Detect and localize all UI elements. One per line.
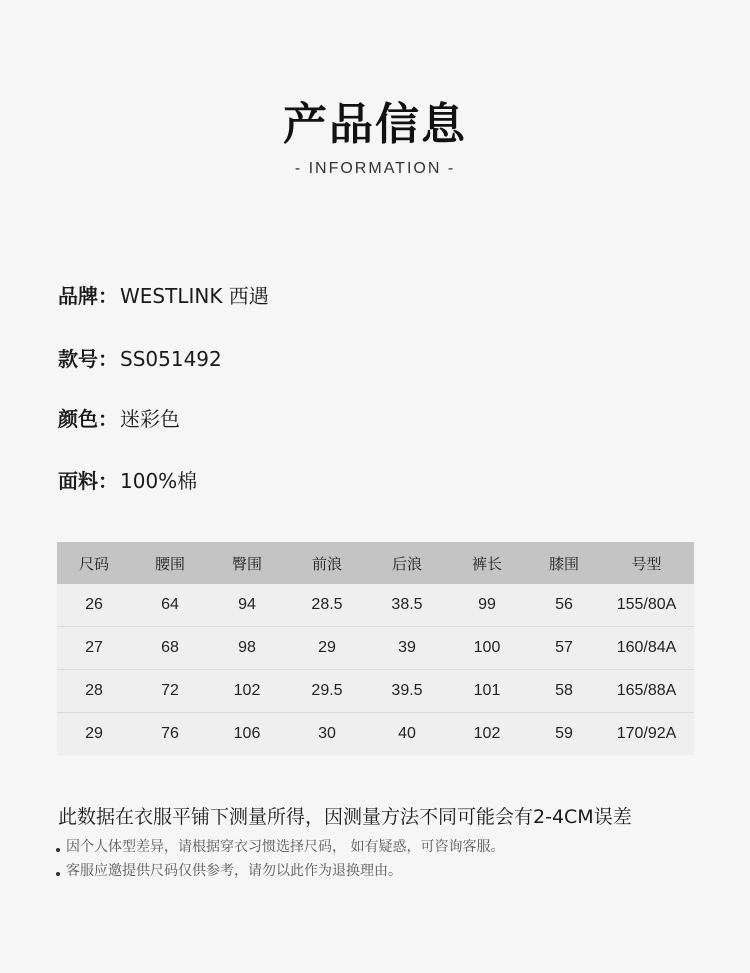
table-cell: 170/92A bbox=[599, 713, 694, 756]
table-cell: 64 bbox=[131, 584, 209, 627]
table-cell: 101 bbox=[445, 670, 529, 713]
table-cell: 39 bbox=[369, 627, 445, 670]
bullet-icon bbox=[56, 872, 60, 876]
table-header-cell: 前浪 bbox=[285, 542, 369, 584]
table-cell: 26 bbox=[57, 584, 131, 627]
table-cell: 39.5 bbox=[369, 670, 445, 713]
table-cell: 106 bbox=[209, 713, 285, 756]
table-row bbox=[57, 670, 694, 713]
table-header-cell: 裤长 bbox=[445, 542, 529, 584]
table-cell: 30 bbox=[285, 713, 369, 756]
table-cell: 59 bbox=[529, 713, 599, 756]
table-header-cell: 腰围 bbox=[131, 542, 209, 584]
table-cell: 28 bbox=[57, 670, 131, 713]
table-cell: 56 bbox=[529, 584, 599, 627]
table-header-cell: 臀围 bbox=[209, 542, 285, 584]
info-style-number bbox=[58, 343, 222, 372]
table-cell: 94 bbox=[209, 584, 285, 627]
info-value: 迷彩色 bbox=[120, 407, 180, 431]
table-cell: 72 bbox=[131, 670, 209, 713]
info-value: WESTLINK 西遇 bbox=[120, 284, 269, 308]
table-cell: 27 bbox=[57, 627, 131, 670]
table-cell: 160/84A bbox=[599, 627, 694, 670]
info-label: 面料： bbox=[58, 469, 118, 493]
info-fabric bbox=[58, 465, 197, 494]
note-text: 客服应邀提供尺码仅供参考，请勿以此作为退换理由。 bbox=[66, 863, 402, 879]
table-cell: 102 bbox=[445, 713, 529, 756]
table-cell: 28.5 bbox=[285, 584, 369, 627]
table-cell: 58 bbox=[529, 670, 599, 713]
info-label: 颜色： bbox=[58, 407, 118, 431]
table-header-cell: 号型 bbox=[599, 542, 694, 584]
table-cell: 165/88A bbox=[599, 670, 694, 713]
info-value: SS051492 bbox=[120, 347, 222, 371]
size-table bbox=[57, 542, 694, 755]
table-row bbox=[57, 713, 694, 756]
info-label: 品牌： bbox=[58, 284, 118, 308]
table-cell: 29 bbox=[285, 627, 369, 670]
table-cell: 98 bbox=[209, 627, 285, 670]
table-cell: 99 bbox=[445, 584, 529, 627]
table-cell: 100 bbox=[445, 627, 529, 670]
note-text: 因个人体型差异，请根据穿衣习惯选择尺码， 如有疑惑，可咨询客服。 bbox=[66, 839, 505, 855]
table-cell: 155/80A bbox=[599, 584, 694, 627]
table-row bbox=[57, 584, 694, 627]
table-row bbox=[57, 627, 694, 670]
table-cell: 57 bbox=[529, 627, 599, 670]
info-label: 款号： bbox=[58, 347, 118, 371]
table-cell: 102 bbox=[209, 670, 285, 713]
table-cell: 29 bbox=[57, 713, 131, 756]
page-title: 产品信息 bbox=[283, 99, 467, 150]
bullet-icon bbox=[56, 848, 60, 852]
page-subtitle: - INFORMATION - bbox=[294, 160, 456, 177]
table-header-cell: 膝围 bbox=[529, 542, 599, 584]
measurement-note: 此数据在衣服平铺下测量所得，因测量方法不同可能会有2-4CM误差 bbox=[58, 806, 632, 828]
table-header-cell: 尺码 bbox=[57, 542, 131, 584]
table-cell: 68 bbox=[131, 627, 209, 670]
table-header-row bbox=[57, 542, 694, 584]
info-brand bbox=[58, 280, 269, 309]
info-value: 100%棉 bbox=[120, 469, 198, 493]
info-color bbox=[58, 403, 180, 432]
table-cell: 76 bbox=[131, 713, 209, 756]
table-cell: 38.5 bbox=[369, 584, 445, 627]
table-header-cell: 后浪 bbox=[369, 542, 445, 584]
note-item bbox=[56, 860, 402, 880]
table-cell: 29.5 bbox=[285, 670, 369, 713]
note-item bbox=[56, 836, 504, 856]
table-cell: 40 bbox=[369, 713, 445, 756]
